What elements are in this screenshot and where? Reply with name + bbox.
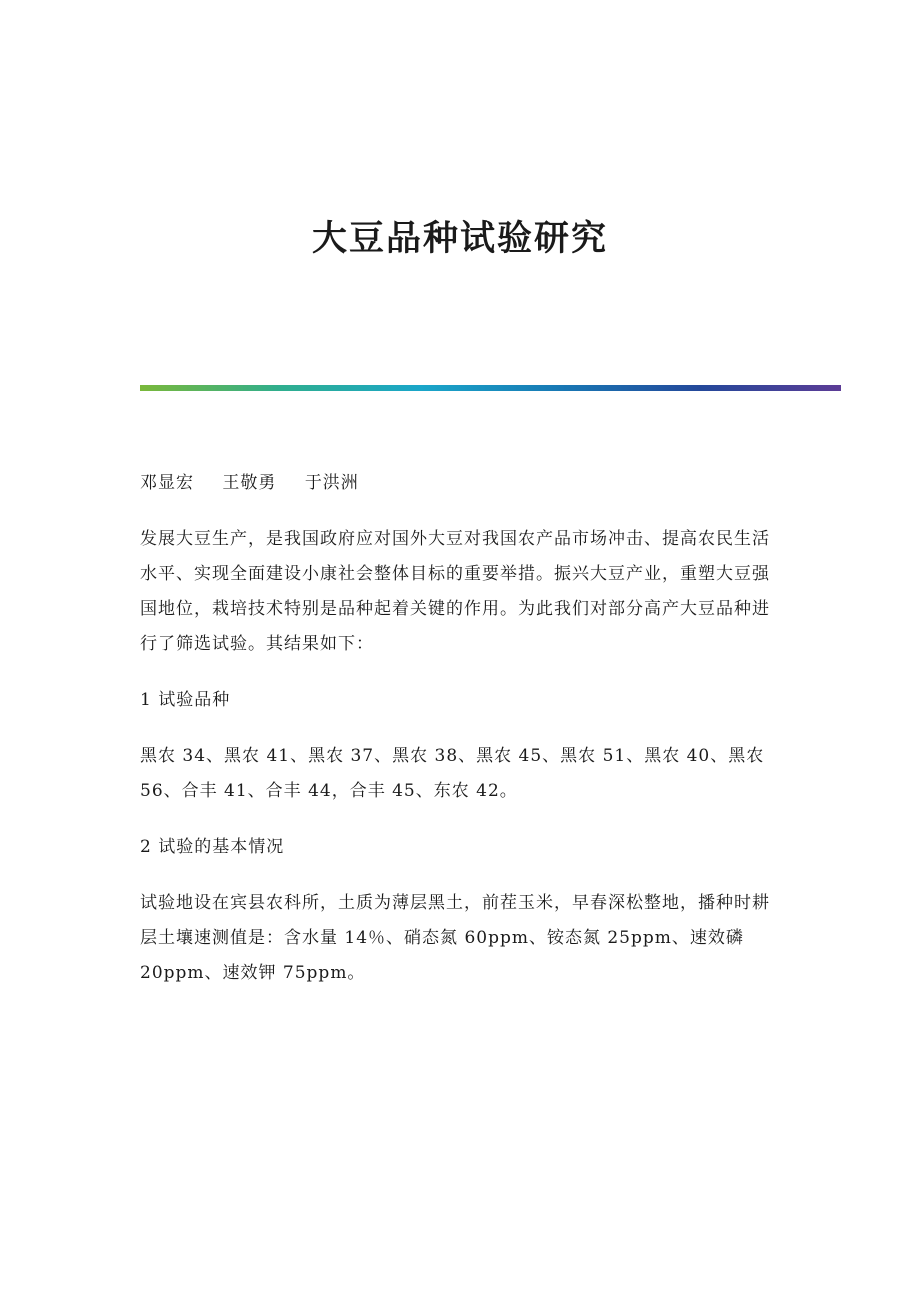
author-name: 于洪洲 bbox=[304, 473, 359, 493]
section-paragraph: 黑农 34、黑农 41、黑农 37、黑农 38、黑农 45、黑农 51、黑农 40、黑农 56、合丰 41、合丰 44，合丰 45、东农 42。 bbox=[140, 746, 765, 801]
author-list bbox=[140, 466, 780, 501]
section-heading: 2 试验的基本情况 bbox=[140, 837, 285, 857]
author-name: 邓显宏 bbox=[140, 473, 194, 493]
intro-paragraph: 发展大豆生产，是我国政府应对国外大豆对我国农产品市场冲击、提高农民生活水平、实现全面建设小康社会整体目标的重要举措。振兴大豆产业，重塑大豆强国地位，栽培技术特别是品种起着关键的作用。为此我们对部分高产大豆品种进行了筛选试验。其结果如下： bbox=[140, 529, 770, 654]
section-heading: 1 试验品种 bbox=[140, 690, 231, 710]
section-paragraph: 试验地设在宾县农科所，土质为薄层黑土，前茬玉米，早春深松整地，播种时耕层土壤速测值是：含水量 14％、硝态氮 60ppm、铵态氮 25ppm、速效磷 20ppm、速效钾 75ppm。 bbox=[140, 893, 770, 983]
document-title: 大豆品种试验研究 bbox=[311, 218, 608, 259]
author-name: 王敬勇 bbox=[222, 473, 277, 493]
document-body bbox=[140, 466, 780, 1012]
title-divider bbox=[140, 385, 841, 391]
